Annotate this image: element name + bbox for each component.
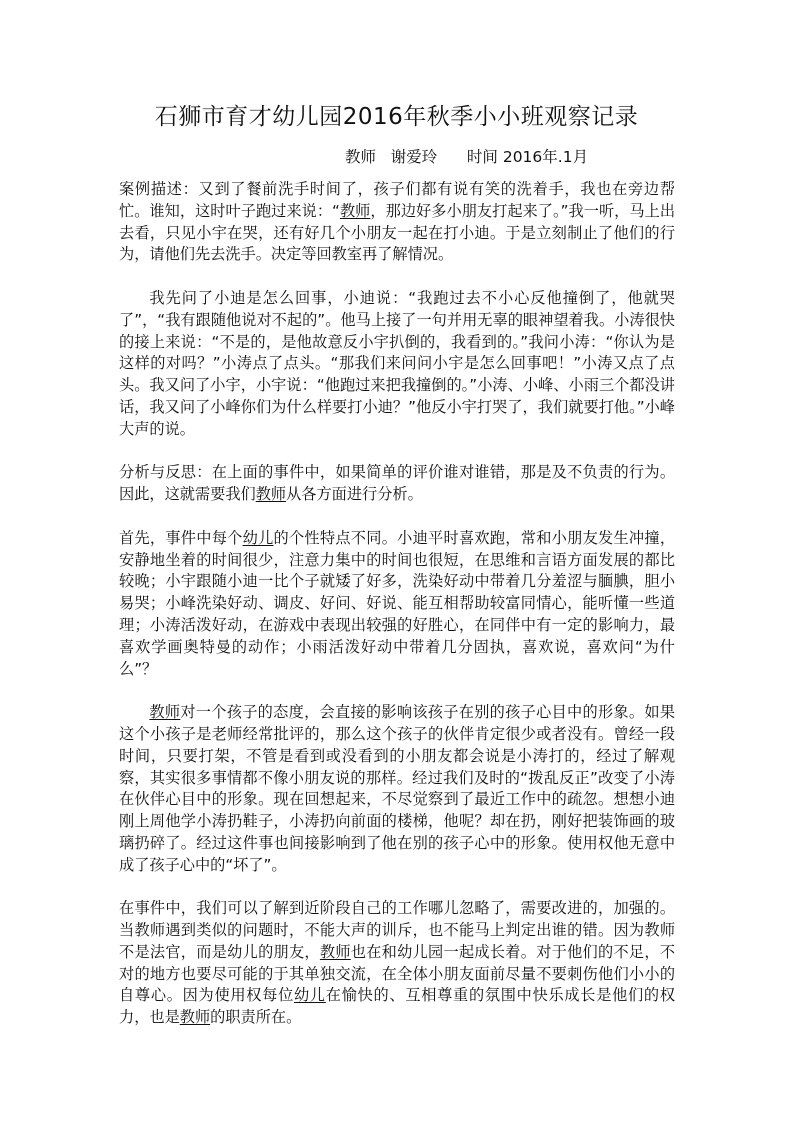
time-value: 2016年.1月	[502, 148, 589, 166]
paragraph-conclusion	[119, 898, 675, 1029]
byline	[345, 145, 588, 169]
paragraph-text: 案例描述：又到了餐前洗手时间了，孩子们都有说有笑的洗着手，我也在旁边帮忙。谁知，这时叶子跑过来说：“	[119, 180, 675, 220]
paragraph-inquiry	[119, 288, 675, 441]
document-body	[119, 179, 675, 1051]
paragraph-first-point	[119, 528, 675, 681]
paragraph-text: 从各方面进行分析。	[286, 485, 423, 504]
paragraph-analysis	[119, 462, 675, 506]
paragraph-text: 的个性特点不同。小迪平时喜欢跑，常和小朋友发生冲撞，安静地坐着的时间很少，注意力集中的时间也很短，在思维和言语方面发展的都比较晚；小宇跟随小迪一比个子就矮了好多，洗染好动中带着几分羞涩与腼腆，胆小易哭；小峰洗染好动、调皮、好问、好说、能互相帮助较富同情心，能听懂一些道理；小涛活泼好动，在游戏中表现出较强的好胜心，在同伴中有一定的影响力，最喜欢学画奥特曼的动作；小雨活泼好动中带着几分固执，喜欢说，喜欢问“为什么”？	[119, 528, 676, 678]
paragraph-text: 也在和幼儿园一起成长着。对于他们的不足，不对的地方也要尽可能的于其单独交流，在全体小朋友面前尽量不要刺伤他们小小的自尊心。因为使用权每位	[119, 942, 676, 1005]
underlined-term: 幼儿	[242, 528, 274, 547]
paragraph-text: 在事件中，我们可以了解到近阶段自己的工作哪儿忽略了，需要改进的，加强的。当教师遇到类似的问题时，不能大声的训斥，也不能马上判定出谁的错。因为教师不是法官，而是幼儿的朋友，	[119, 899, 675, 961]
paragraph-text: 在愉快的、互相尊重的氛围中快乐成长是他们的权力，也是	[119, 986, 675, 1027]
paragraph-case-description	[119, 179, 675, 266]
paragraph-text: ，那边好多小朋友打起来了。”我一听，马上出去看，只见小宇在哭，还有好几个小朋友一起在打小迪。于是立刻制止了他们的行为，请他们先去洗手。决定等回教室再了解情况。	[119, 201, 676, 264]
underlined-term: 教师	[149, 703, 181, 722]
time-label: 时间	[466, 148, 498, 166]
paragraph-text: 对一个孩子的态度，会直接的影响该孩子在别的孩子心目中的形象。如果这个小孩子是老师经常批评的，那么这个孩子的伙伴肯定很少或者没有。曾经一段时间，只要打架，不管是看到或没看到的小朋友都会说是小涛打的，经过了解观察，其实很多事情都不像小朋友说的那样。经过我们及时的“拨乱反正”改变了小涛在伙伴心目中的形象。现在回想起来，不尽觉察到了最近工作中的疏忽。想想小迪刚上周他学小涛扔鞋子，小涛扔向前面的楼梯，他呢？却在扔，刚好把装饰画的玻璃扔碎了。经过这件事也间接影响到了他在别的孩子心中的形象。使用权他无意中成了孩子心中的“坏了”。	[119, 703, 676, 874]
underlined-term: 教师	[319, 942, 351, 961]
underlined-term: 教师	[179, 1008, 211, 1027]
paragraph-text: 首先，事件中每个	[119, 528, 243, 547]
teacher-label: 教师	[345, 148, 377, 166]
paragraph-text: 分析与反思：在上面的事件中，如果简单的评价谁对谁错，那是及不负责的行为。因此，这就需要我们	[119, 463, 675, 504]
paragraph-teacher-attitude	[119, 702, 675, 876]
underlined-term: 教师	[339, 201, 371, 220]
underlined-term: 教师	[255, 485, 287, 504]
teacher-name: 谢爱玲	[390, 148, 438, 166]
paragraph-text: 我先问了小迪是怎么回事，小迪说：“我跑过去不小心反他撞倒了，他就哭了”，“我有跟随他说对不起的”。他马上接了一句并用无辜的眼神望着我。小涛很快的接上来说：“不是的，是他故意反小宇扒倒的，我看到的。”我问小涛：“你认为是这样的对吗？”小涛点了点头。“那我们来问问小宇是怎么回事吧！”小涛又点了点头。我又问了小宇，小宇说：“他跑过来把我撞倒的。”小涛、小峰、小雨三个都没讲话，我又问了小峰你们为什么样要打小迪？”他反小宇打哭了，我们就要打他。”小峰大声的说。	[119, 288, 675, 438]
underlined-term: 幼儿	[293, 986, 326, 1005]
document-title: 石狮市育才幼儿园2016年秋季小小班观察记录	[154, 104, 639, 130]
paragraph-text: 的职责所在。	[210, 1008, 302, 1027]
